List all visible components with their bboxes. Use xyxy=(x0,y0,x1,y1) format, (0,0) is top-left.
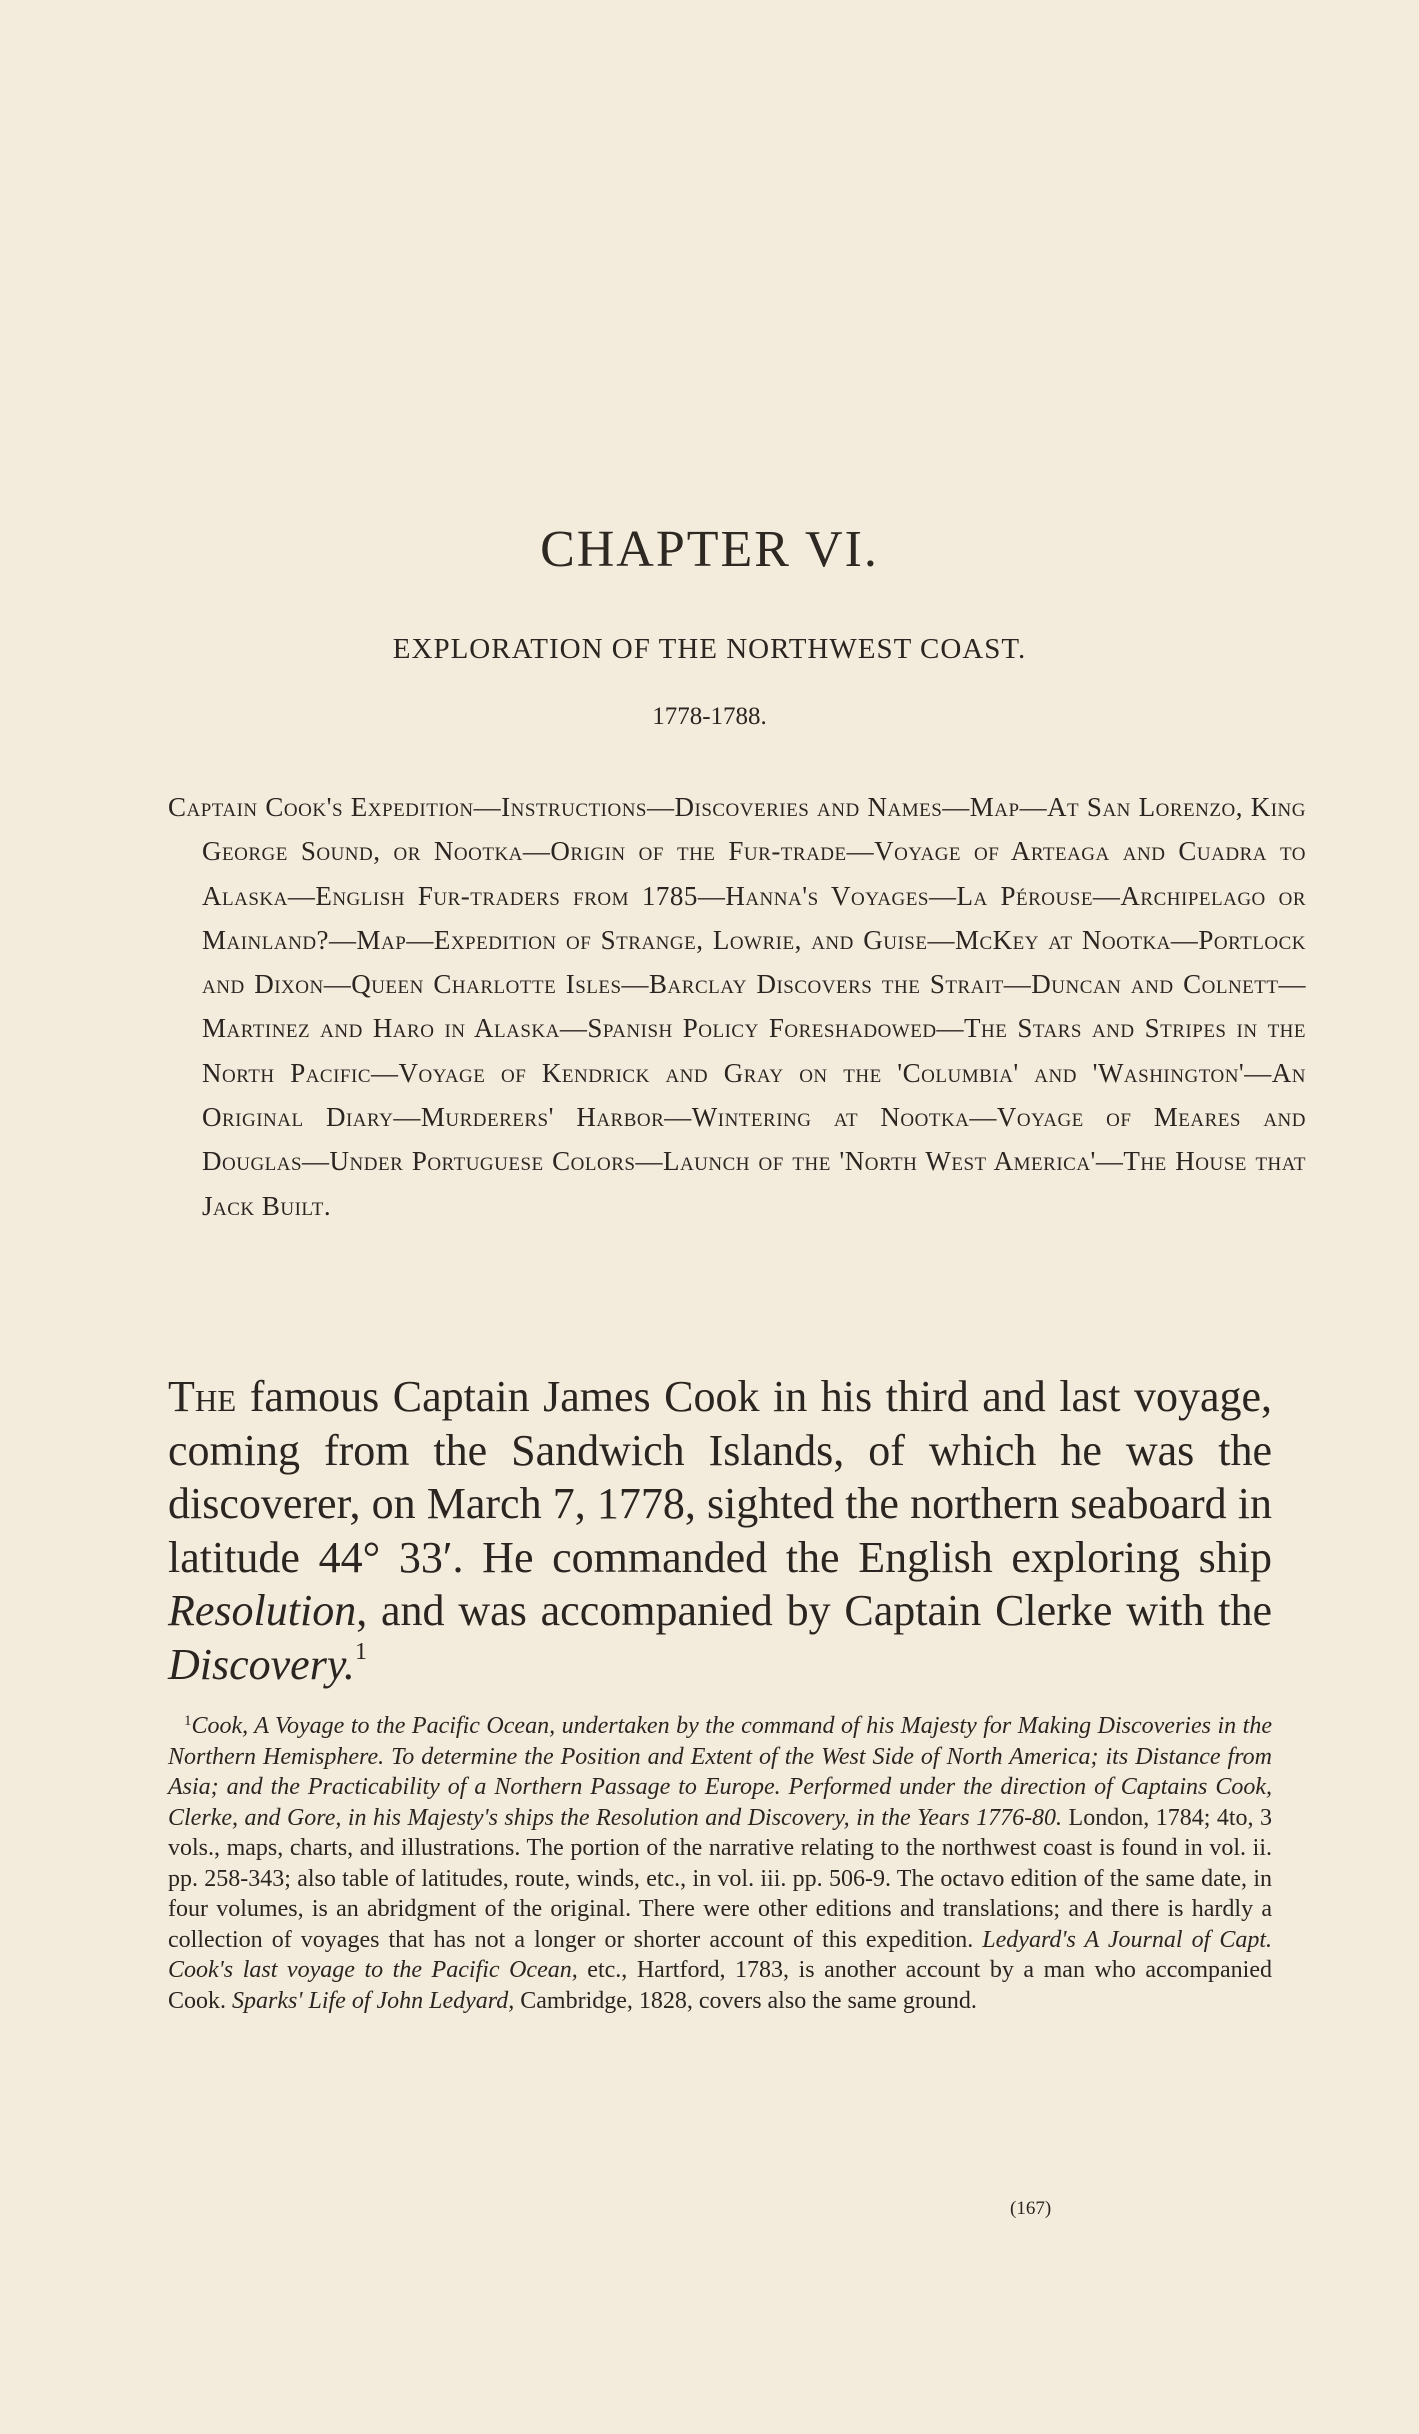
footnote xyxy=(168,1711,1272,2016)
footnote-sparks-title: Sparks' Life of John Ledyard, xyxy=(232,1987,515,2014)
page-number: (167) xyxy=(1010,2198,1052,2219)
footnote-ledyard-title: Ledyard's A Journal of Capt. Cook's last voyage to the Pacific Ocean, xyxy=(168,1926,1273,1983)
chapter-synopsis: Captain Cook's Expedition—Instructions—Discoveries and Names—Map—At San Lorenzo, King George Sound, or Nootka—Origin of the Fur-trade—Voyage of Arteaga and Cuadra to Alaska—English Fur-traders from 1785—Hanna's Voyages—La Pérouse—Archipelago or Mainland?—Map—Expedition of Strange, Lowrie, and Guise—McKey at Nootka—Portlock and Dixon—Queen Charlotte Isles—Barclay Discovers the Strait—Duncan and Colnett—Martinez and Haro in Alaska—Spanish Policy Foreshadowed—The Stars and Stripes in the North Pacific—Voyage of Kendrick and Gray on the 'Columbia' and 'Washington'—An Original Diary—Murderers' Harbor—Wintering at Nootka—Voyage of Meares and Douglas—Under Portuguese Colors—Launch of the 'North West America'—The House that Jack Built. xyxy=(168,792,1306,1221)
chapter-dates: 1778-1788. xyxy=(652,703,767,730)
body-text-part-1: famous Captain James Cook in his third and last voyage, coming from the Sandwich Islands, of which he was the discoverer, on March 7, 1778, sighted the northern seaboard in latitude 44° 33′. He commanded the English exploring ship xyxy=(168,1372,1272,1582)
body-text-part-2: , and was accompanied by Captain Clerke with the xyxy=(356,1586,1272,1635)
footnote-reference: 1 xyxy=(354,1638,367,1665)
footnote-cook-title: Cook, A Voyage to the Pacific Ocean, undertaken by the command of his Majesty for Making Discoveries in the Northern Hemisphere. To determine the Position and Extent of the West Side of North America; its Distance from Asia; and the Practicability of a Northern Passage to Europe. Performed under the direction of Captains Cook, Clerke, and Gore, in his Majesty's ships the Resolution and Discovery, in the Years 1776-80. xyxy=(168,1713,1272,1831)
footnote-text-part-1: London, 1784; 4to, 3 vols., maps, charts, and illustrations. The portion of the narrative relating to the northwest coast is found in vol. ii. pp. 258-343; also table of latitudes, route, winds, etc., in vol. iii. pp. 506-9. The octavo edition of the same date, in four volumes, is an abridgment of the original. There were other editions and translations; and there is hardly a collection of voyages that has not a longer or shorter account of this expedition. xyxy=(168,1804,1272,1953)
body-paragraph xyxy=(168,1370,1272,1691)
chapter-subtitle: EXPLORATION OF THE NORTHWEST COAST. xyxy=(392,633,1027,665)
ship-name-resolution: Resolution xyxy=(168,1586,357,1635)
ship-name-discovery: Discovery. xyxy=(168,1639,355,1689)
footnote-text-part-3: Cambridge, 1828, covers also the same ground. xyxy=(514,1987,977,2014)
chapter-title: CHAPTER VI. xyxy=(540,521,879,578)
footnote-text-part-2: etc., Hartford, 1783, is another account by a man who accompanied Cook. xyxy=(168,1957,1273,2014)
footnote-marker: 1 xyxy=(184,1713,192,1729)
body-lead-word: The xyxy=(168,1372,237,1421)
